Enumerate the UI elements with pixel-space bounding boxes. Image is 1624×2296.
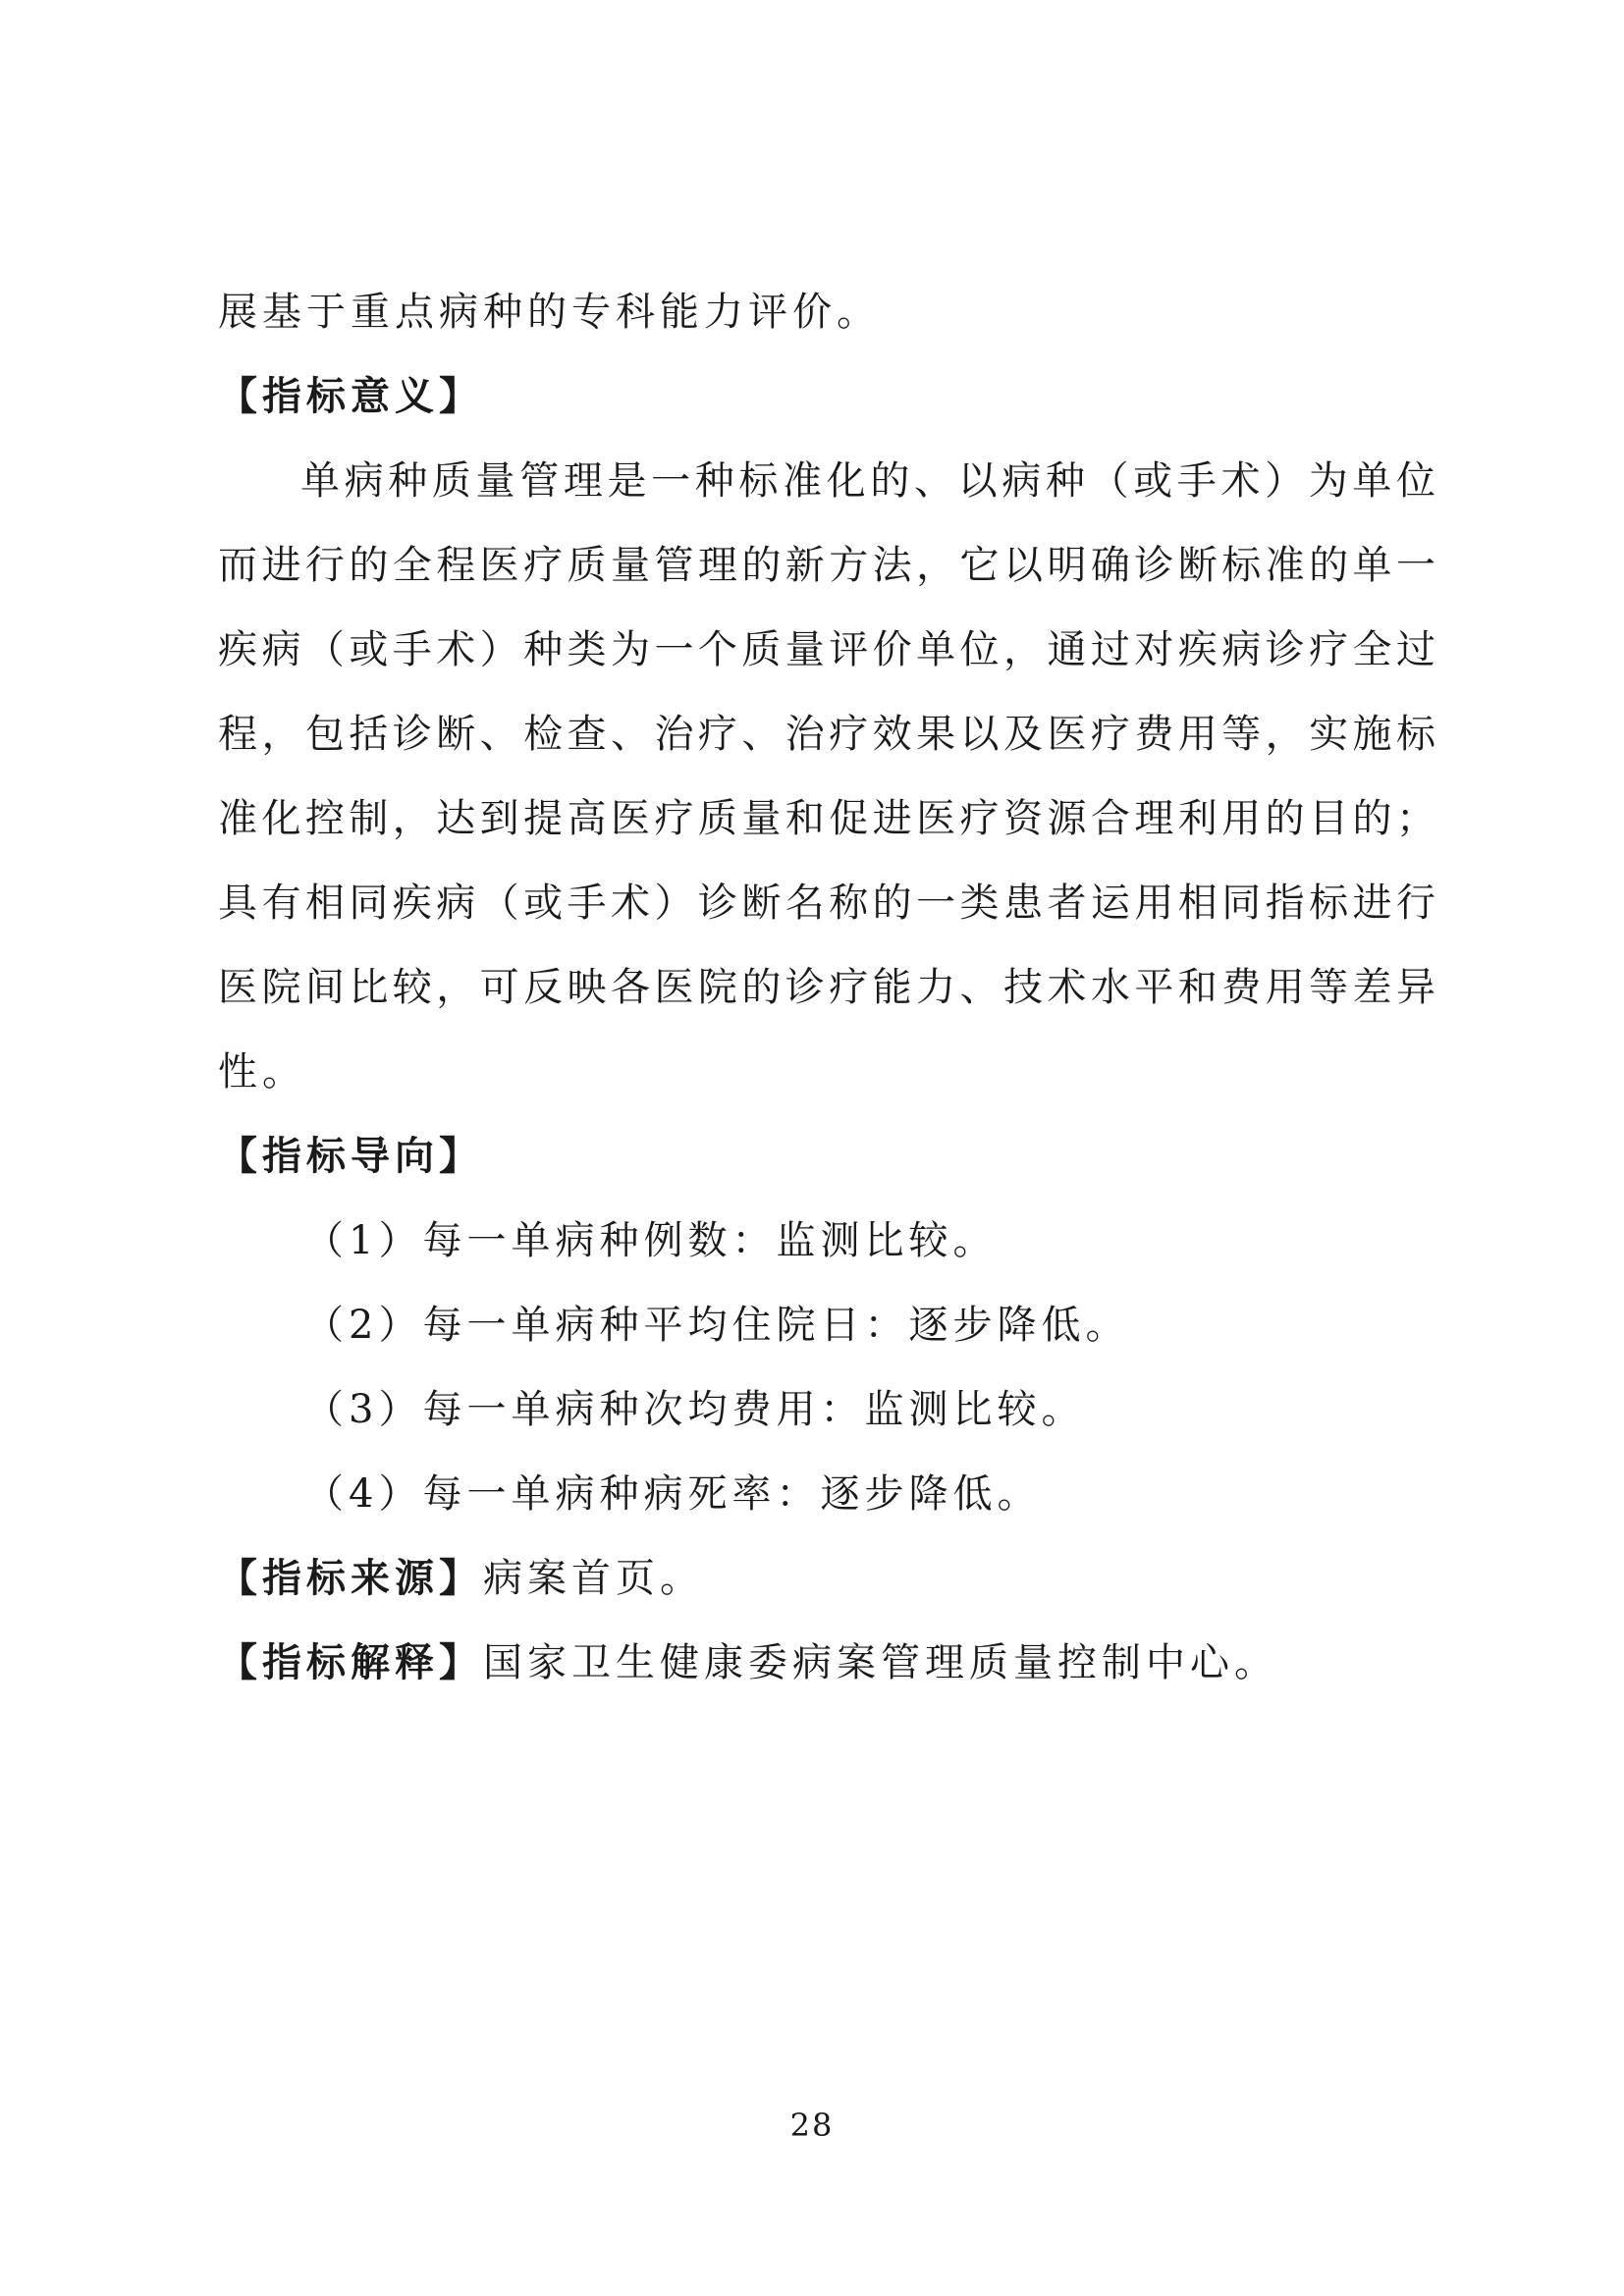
orientation-item: （1）每一单病种例数：监测比较。	[304, 1218, 998, 1263]
continuation-text: 展基于重点病种的专科能力评价。	[218, 290, 881, 335]
section-heading-orientation: 【指标导向】	[218, 1134, 483, 1179]
paragraph-line: 医院间比较，可反映各医院的诊疗能力、技术水平和费用等差异	[218, 965, 1435, 1010]
orientation-item: （4）每一单病种病死率：逐步降低。	[304, 1471, 1042, 1517]
section-source	[218, 1556, 1435, 1601]
paragraph-line: 准化控制，达到提高医疗质量和促进医疗资源合理利用的目的；	[218, 796, 1435, 841]
section-heading-source: 【指标来源】	[218, 1556, 483, 1601]
paragraph-line: 而进行的全程医疗质量管理的新方法，它以明确诊断标准的单一	[218, 543, 1435, 588]
source-text: 病案首页。	[483, 1556, 704, 1601]
paragraph-line: 程，包括诊断、检查、治疗、治疗效果以及医疗费用等，实施标	[218, 712, 1435, 757]
paragraph-line: 疾病（或手术）种类为一个质量评价单位，通过对疾病诊疗全过	[218, 627, 1435, 672]
section-heading-interpretation: 【指标解释】	[218, 1640, 483, 1685]
interpretation-text: 国家卫生健康委病案管理质量控制中心。	[483, 1640, 1278, 1685]
section-interpretation	[218, 1640, 1435, 1685]
paragraph-line: 具有相同疾病（或手术）诊断名称的一类患者运用相同指标进行	[218, 881, 1435, 926]
paragraph-line: 单病种质量管理是一种标准化的、以病种（或手术）为单位	[300, 458, 1435, 504]
orientation-item: （3）每一单病种次均费用：监测比较。	[304, 1387, 1086, 1432]
page-number: 28	[789, 2107, 835, 2144]
paragraph-line: 性。	[218, 1049, 306, 1095]
section-heading-significance: 【指标意义】	[218, 374, 483, 419]
orientation-item: （2）每一单病种平均住院日：逐步降低。	[304, 1303, 1130, 1348]
